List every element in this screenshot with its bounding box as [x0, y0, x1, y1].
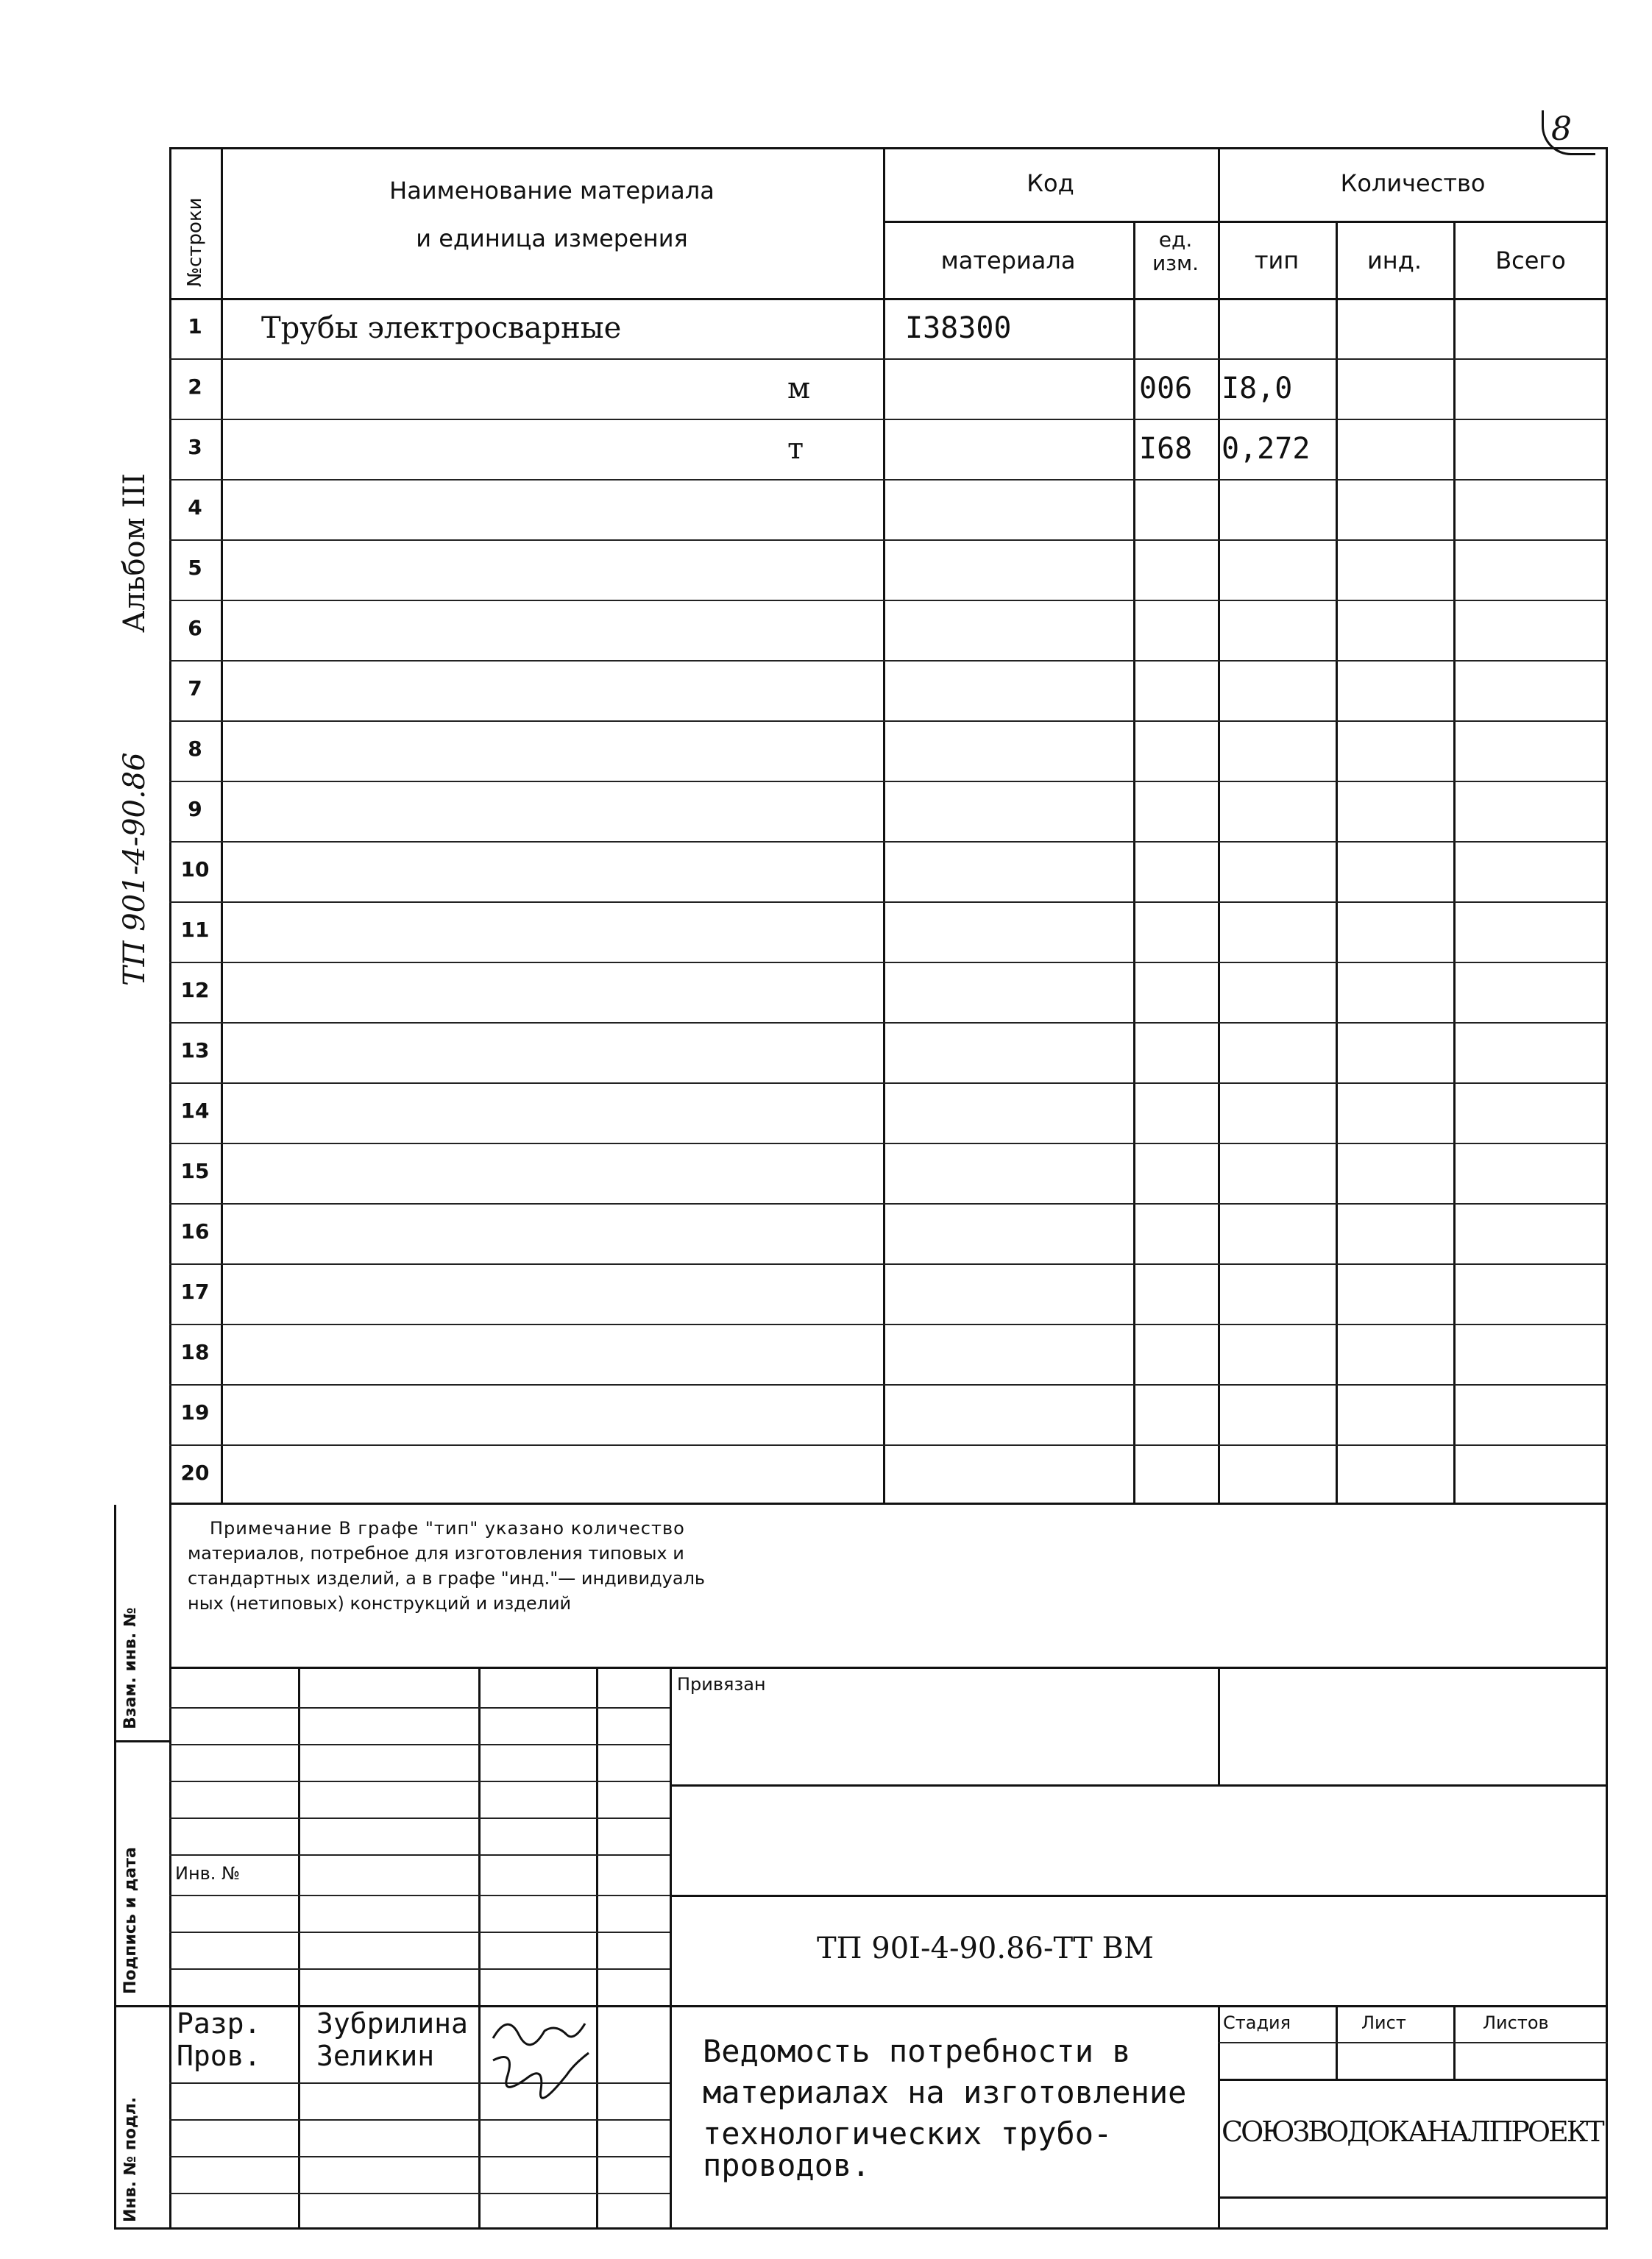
row-number: 13	[180, 1038, 210, 1063]
code-material-header: материала	[940, 247, 1076, 274]
row-number: 2	[188, 375, 202, 399]
signature-checker	[486, 2046, 596, 2134]
row-number: 16	[180, 1219, 210, 1244]
qty-total-header: Всего	[1495, 247, 1566, 274]
name-header-line2: и единица измерения	[416, 224, 688, 252]
row-number: 9	[188, 797, 202, 821]
row-number: 7	[188, 676, 202, 701]
inv-no-label: Инв. №	[175, 1863, 241, 1884]
row-number: 10	[180, 857, 210, 882]
row-number: 17	[180, 1280, 210, 1304]
document-title-line: технологических трубо-	[703, 2116, 1113, 2152]
album-label: Альбом III	[118, 473, 152, 633]
row-number: 8	[188, 737, 202, 761]
row-number: 15	[180, 1159, 210, 1183]
stamp-inv-podl: Инв. № подл.	[121, 2096, 140, 2222]
side-project-code: ТП 901-4-90.86	[118, 752, 152, 986]
unit-of-measure: т	[787, 432, 804, 466]
qty-type: I8,0	[1222, 372, 1293, 405]
role-developer: Разр.	[177, 2007, 261, 2040]
row-number: 4	[188, 495, 202, 519]
code-unit-header: ед. изм.	[1152, 227, 1199, 275]
footnote-line: Примечание В графе "тип" указано количество	[210, 1518, 685, 1539]
sheet-label: Лист	[1361, 2012, 1406, 2033]
sheets-label: Листов	[1483, 2012, 1549, 2033]
unit-of-measure: м	[787, 372, 811, 405]
row-number: 5	[188, 556, 202, 580]
row-number: 1	[188, 314, 202, 338]
name-developer: Зубрилина	[316, 2007, 468, 2040]
row-number: 12	[180, 978, 210, 1002]
name-header-line1: Наименование материала	[389, 177, 715, 205]
footnote-line: стандартных изделий, а в графе "инд."— индивидуаль	[188, 1568, 706, 1589]
page-number: 8	[1551, 110, 1572, 148]
document-title-line: Ведомость потребности в	[703, 2033, 1131, 2069]
row-number: 6	[188, 616, 202, 640]
footnote-line: материалов, потребное для изготовления типовых и	[188, 1543, 684, 1564]
stamp-podpis: Подпись и дата	[121, 1847, 140, 1994]
document-code: ТП 90I-4-90.86-ТТ ВМ	[817, 1932, 1154, 1965]
material-code: I38300	[905, 311, 1012, 345]
unit-code: 006	[1139, 372, 1193, 405]
organization: СОЮЗВОДОКАНАЛПРОЕКТ	[1222, 2116, 1603, 2148]
row-number: 14	[180, 1099, 210, 1123]
privyazan-label: Привязан	[677, 1674, 766, 1695]
document-title-line: материалах на изготовление	[703, 2074, 1187, 2110]
document-title	[703, 2031, 1187, 2183]
row-number-header: №строки	[184, 197, 206, 287]
material-name: Трубы электросварные	[261, 311, 622, 345]
name-checker: Зеликин	[316, 2040, 435, 2072]
row-number: 19	[180, 1400, 210, 1425]
qty-type: 0,272	[1222, 432, 1311, 466]
footnote-line: ных (нетиповых) конструкций и изделий	[188, 1593, 572, 1614]
quantity-header: Количество	[1340, 169, 1486, 197]
document-title-line: проводов.	[703, 2147, 871, 2183]
row-number: 3	[188, 435, 202, 459]
role-checker: Пров.	[177, 2040, 261, 2072]
code-header: Код	[1027, 169, 1074, 197]
row-number: 18	[180, 1340, 210, 1364]
qty-ind-header: инд.	[1366, 247, 1422, 274]
stamp-vzam: Взам. инв. №	[121, 1607, 140, 1729]
unit-code: I68	[1139, 432, 1193, 466]
qty-type-header: тип	[1254, 247, 1300, 274]
stage-label: Стадия	[1223, 2012, 1291, 2033]
materials-table	[169, 147, 1608, 1505]
row-number: 11	[180, 918, 210, 942]
row-number: 20	[180, 1461, 210, 1485]
